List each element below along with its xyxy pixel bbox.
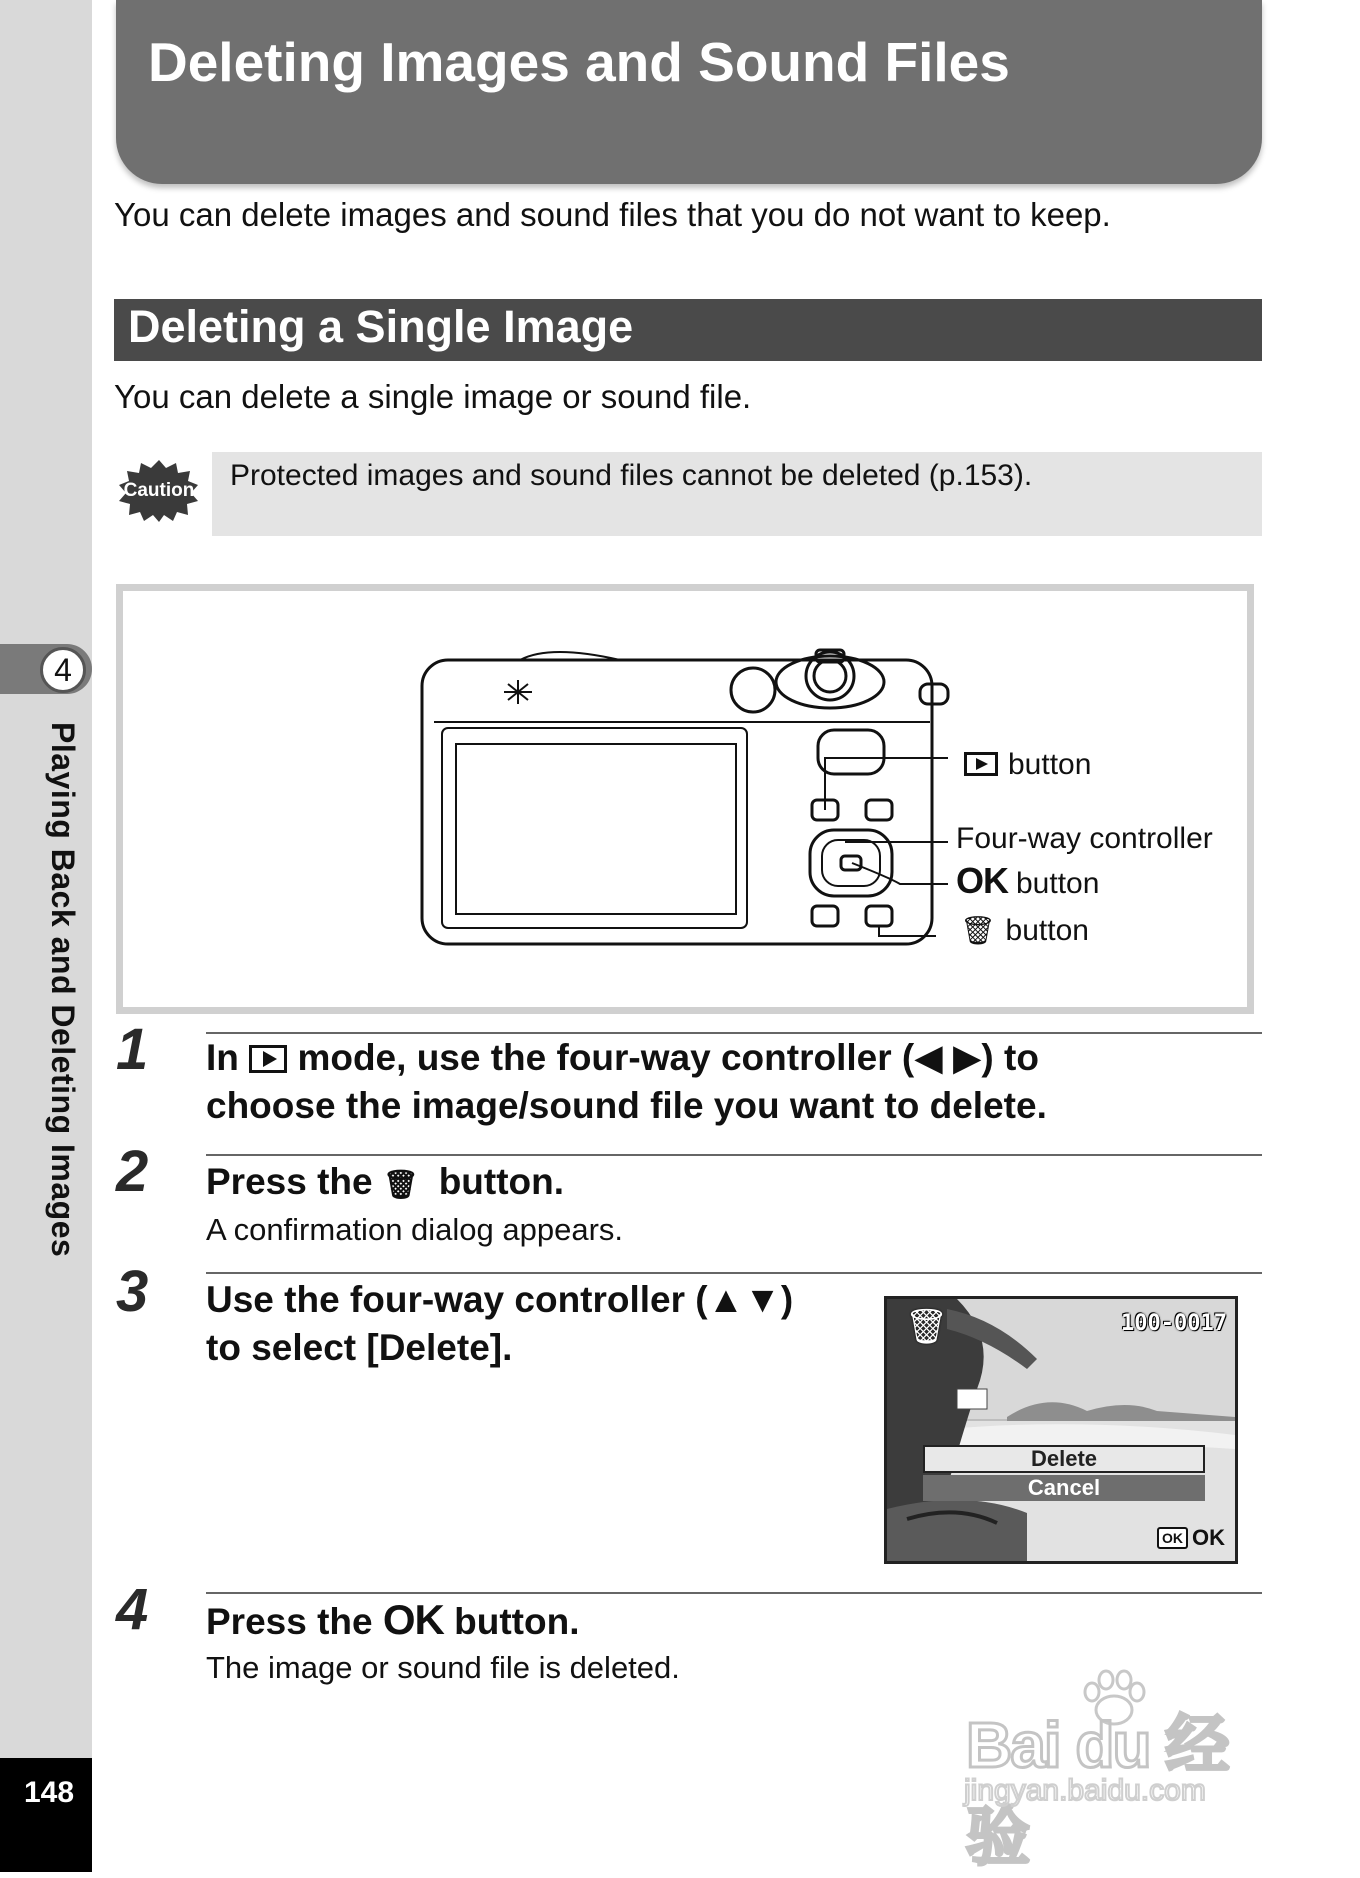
step-1-number: 1 <box>116 1017 149 1082</box>
step-2-sub: A confirmation dialog appears. <box>206 1212 624 1247</box>
step-4-heading: Press the OK button. <box>206 1596 580 1643</box>
trash-icon: 🗑 <box>960 915 996 946</box>
step-3-number: 3 <box>116 1259 149 1324</box>
step-2-rule <box>206 1154 1262 1156</box>
baidu-watermark <box>964 1668 1284 1873</box>
star-emblem <box>504 680 532 704</box>
ok-glyph: OK <box>382 1596 444 1643</box>
caution-text: Protected images and sound files cannot be deleted (p.153). <box>230 459 1033 492</box>
callout-ok: OK button <box>956 860 1100 901</box>
ok-key-icon: OK <box>1157 1527 1188 1549</box>
step-2-number: 2 <box>116 1139 149 1204</box>
playback-mode-icon <box>249 1045 287 1073</box>
menu-item-cancel[interactable]: Cancel <box>923 1475 1205 1501</box>
file-number: 100-0017 <box>1121 1311 1227 1336</box>
step-4-number: 4 <box>116 1577 149 1642</box>
intro-text: You can delete images and sound files that you do not want to keep. <box>114 196 1111 233</box>
callout-trash: 🗑 button <box>960 914 1089 947</box>
step-4-rule <box>206 1592 1262 1594</box>
lcd-delete-dialog <box>884 1296 1238 1564</box>
callout-playback: button <box>964 748 1091 782</box>
step-1-heading: In mode, use the four-way controller (◀ ▶) to choose the image/sound file you want to delete. <box>206 1037 1047 1126</box>
section-title: Deleting a Single Image <box>128 301 634 352</box>
menu-item-delete[interactable]: Delete <box>923 1445 1205 1473</box>
chapter-number: 4 <box>40 647 86 693</box>
step-3-rule <box>206 1272 1262 1274</box>
step-4-sub: The image or sound file is deleted. <box>206 1650 680 1685</box>
caution-badge <box>118 458 200 522</box>
section-intro: You can delete a single image or sound file. <box>114 378 752 415</box>
page-number: 148 <box>0 1758 92 1872</box>
camera-back-illustration <box>420 640 950 960</box>
step-2-heading: Press the 🗑 button. <box>206 1161 565 1202</box>
playback-icon <box>964 752 998 776</box>
trash-icon: 🗑 <box>382 1169 419 1200</box>
delete-mode-icon: 🗑 <box>905 1308 949 1346</box>
watermark-logo: Bai du 经验 <box>966 1709 1228 1873</box>
watermark-url: jingyan.baidu.com <box>964 1774 1206 1807</box>
callout-leaders <box>825 758 948 936</box>
caution-badge-label: Caution <box>123 480 195 501</box>
ok-glyph: OK <box>956 860 1008 901</box>
chapter-title: Playing Back and Deleting Images <box>45 722 81 1258</box>
ok-hint: OK OK <box>1157 1525 1225 1551</box>
callout-four-way: Four-way controller <box>956 822 1213 855</box>
page-title: Deleting Images and Sound Files <box>148 31 1010 93</box>
step-3-heading: Use the four-way controller (▲▼) to select [Delete]. <box>206 1279 794 1368</box>
